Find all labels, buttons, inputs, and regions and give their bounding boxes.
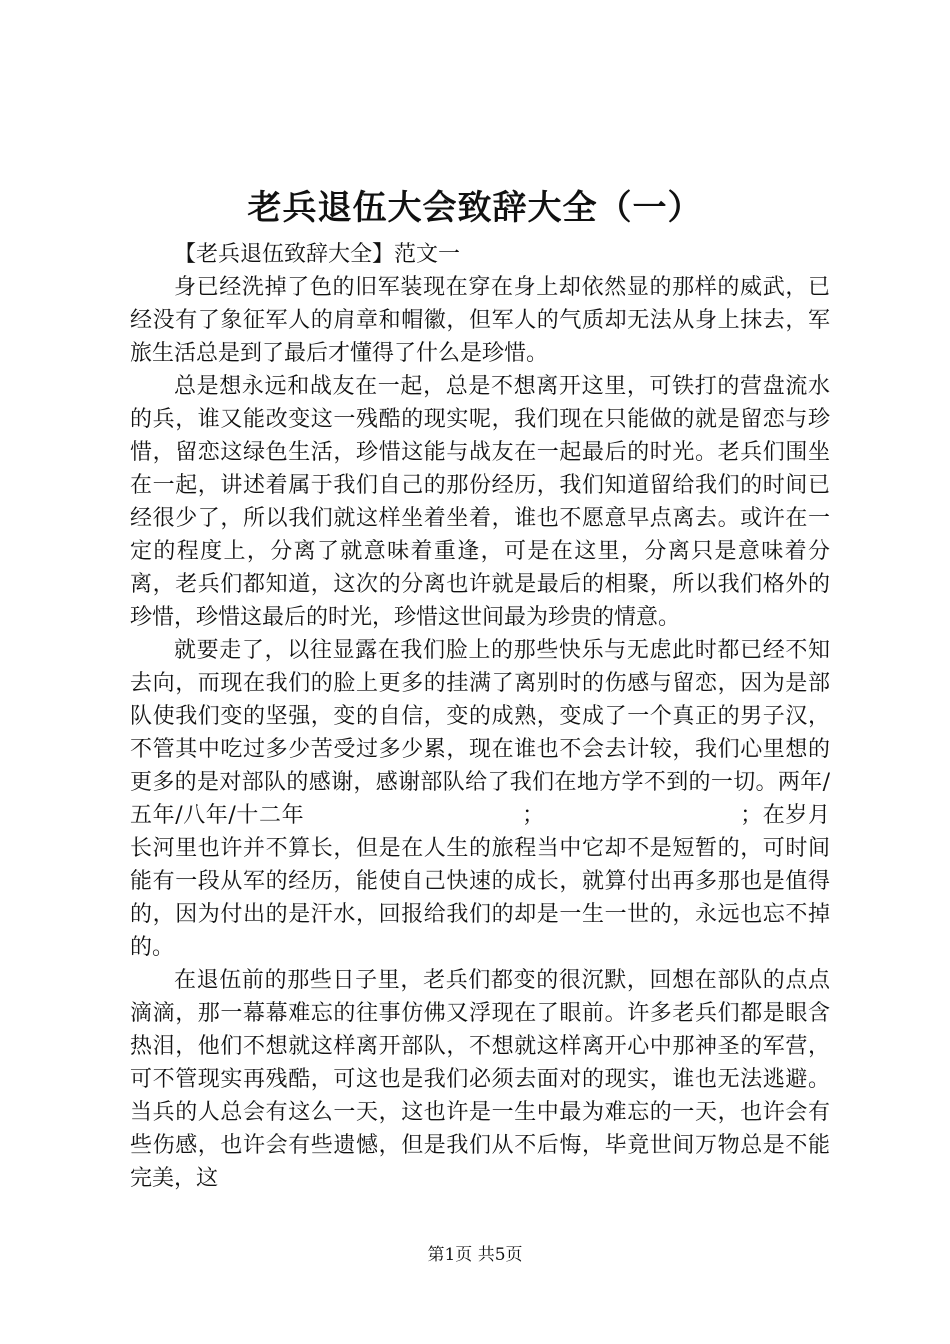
- page-footer: 第1页 共5页: [427, 1245, 523, 1265]
- document-title: 老兵退伍大会致辞大全（一）: [247, 188, 703, 228]
- paragraph-1: 身已经洗掉了色的旧军装现在穿在身上却依然显的那样的威武，已经没有了象征军人的肩章和帽徽，但军人的气质却无法从身上抹去，军旅生活总是到了最后才懂得了什么是珍惜。: [130, 275, 830, 366]
- document-body: [130, 238, 830, 1195]
- paragraph-4: 在退伍前的那些日子里，老兵们都变的很沉默，回想在部队的点点滴滴，那一幕幕难忘的往事仿佛又浮现在了眼前。许多老兵们都是眼含热泪，他们不想就这样离开部队，不想就这样离开心中那神圣的军营，可不管现实再残酷，可这也是我们必须去面对的现实，谁也无法逃避。当兵的人总会有这么一天，这也许是一生中最为难忘的一天，也许会有些伤感，也许会有些遗憾，但是我们从不后悔，毕竟世间万物总是不能完美，这: [130, 968, 830, 1191]
- separator-2: ；: [740, 803, 763, 828]
- paragraph-2: 总是想永远和战友在一起，总是不想离开这里，可铁打的营盘流水的兵，谁又能改变这一残酷的现实呢，我们现在只能做的就是留恋与珍惜，留恋这绿色生活，珍惜这能与战友在一起最后的时光。老兵们围坐在一起，讲述着属于我们自己的那份经历，我们知道留给我们的时间已经很少了，所以我们就这样坐着坐着，谁也不愿意早点离去。或许在一定的程度上，分离了就意味着重逢，可是在这里，分离只是意味着分离，老兵们都知道，这次的分离也许就是最后的相聚，所以我们格外的珍惜，珍惜这最后的时光，珍惜这世间最为珍贵的情意。: [130, 374, 830, 630]
- separator-1: ；: [522, 803, 545, 828]
- paragraph-3: [130, 634, 830, 964]
- paragraph-3-text: 就要走了，以往显露在我们脸上的那些快乐与无虑此时都已经不知去向，而现在我们的脸上更多的挂满了离别时的伤感与留恋，因为是部队使我们变的坚强，变的自信，变的成熟，变成了一个真正的男子汉，不管其中吃过多少苦受过多少累，现在谁也不会去计较，我们心里想的更多的是对部队的感谢，感谢部队给了我们在地方学不到的一切。两年/五年/八年/十二年: [130, 638, 830, 828]
- subtitle-line: 【老兵退伍致辞大全】范文一: [174, 242, 461, 267]
- paragraph-3-continued: 在岁月长河里也许并不算长，但是在人生的旅程当中它却不是短暂的，可时间能有一段从军的经历，能使自己快速的成长，就算付出再多那也是值得的，因为付出的是汗水，回报给我们的却是一生一世的，永远也忘不掉的。: [130, 803, 830, 960]
